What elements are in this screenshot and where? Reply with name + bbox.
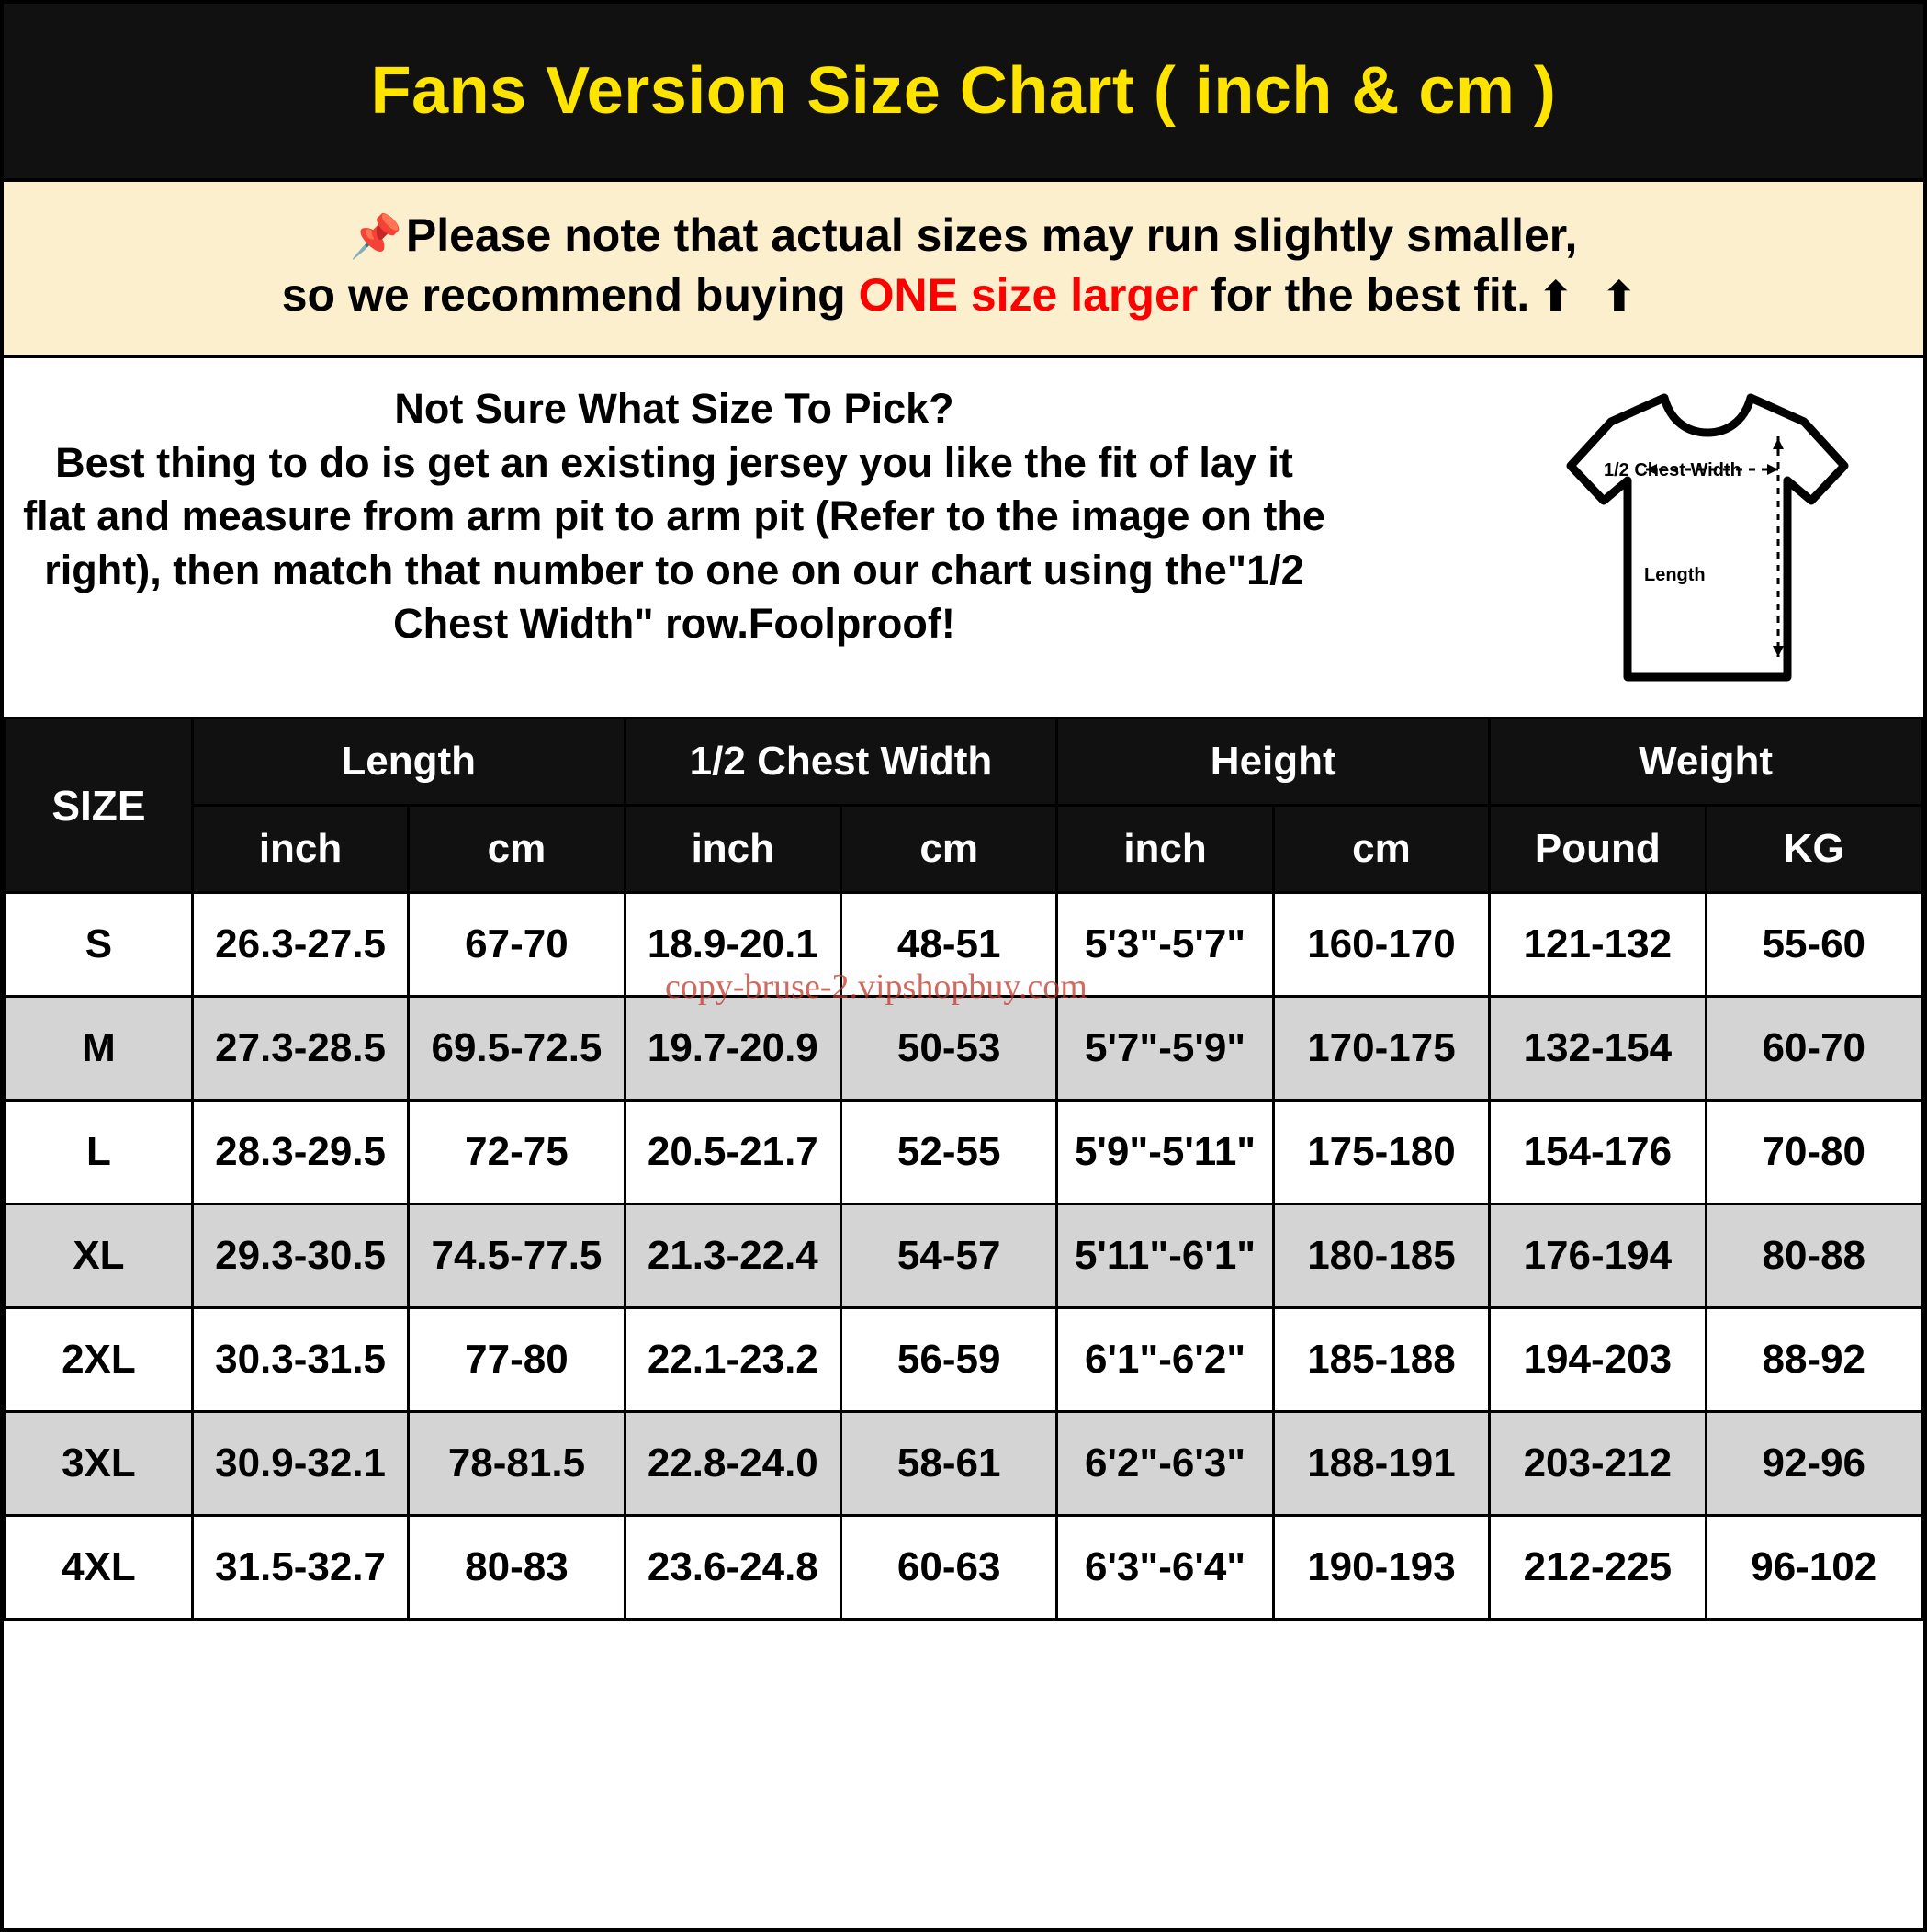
header-unit-weight-kg: KG bbox=[1706, 806, 1922, 893]
header-unit-chest-inch: inch bbox=[625, 806, 840, 893]
pushpin-icon: 📌 bbox=[349, 212, 402, 260]
cell-length-inch: 26.3-27.5 bbox=[192, 893, 408, 997]
table-head bbox=[6, 718, 1922, 893]
size-table bbox=[4, 717, 1923, 1621]
cell-height-inch: 6'2"-6'3" bbox=[1057, 1412, 1273, 1516]
cell-length-inch: 30.3-31.5 bbox=[192, 1308, 408, 1412]
cell-length-inch: 30.9-32.1 bbox=[192, 1412, 408, 1516]
table-row bbox=[6, 1308, 1922, 1412]
header-bar bbox=[4, 4, 1923, 178]
cell-weight-pound: 121-132 bbox=[1490, 893, 1706, 997]
cell-height-cm: 175-180 bbox=[1273, 1101, 1489, 1204]
cell-height-cm: 190-193 bbox=[1273, 1516, 1489, 1620]
chest-width-label: 1/2 Chest Width bbox=[1604, 460, 1741, 480]
note-line-1 bbox=[31, 206, 1896, 266]
cell-weight-kg: 88-92 bbox=[1706, 1308, 1922, 1412]
table-unit-header-row bbox=[6, 806, 1922, 893]
cell-height-cm: 160-170 bbox=[1273, 893, 1489, 997]
advice-heading: Not Sure What Size To Pick? bbox=[394, 385, 954, 432]
cell-length-cm: 72-75 bbox=[409, 1101, 625, 1204]
cell-chest-inch: 18.9-20.1 bbox=[625, 893, 840, 997]
note-band bbox=[4, 178, 1923, 358]
cell-length-inch: 27.3-28.5 bbox=[192, 997, 408, 1101]
cell-size: L bbox=[6, 1101, 193, 1204]
cell-length-cm: 77-80 bbox=[409, 1308, 625, 1412]
cell-chest-inch: 20.5-21.7 bbox=[625, 1101, 840, 1204]
table-row bbox=[6, 1516, 1922, 1620]
cell-chest-cm: 50-53 bbox=[841, 997, 1057, 1101]
cell-weight-kg: 80-88 bbox=[1706, 1204, 1922, 1308]
cell-weight-kg: 92-96 bbox=[1706, 1412, 1922, 1516]
cell-weight-kg: 60-70 bbox=[1706, 997, 1922, 1101]
cell-size: 4XL bbox=[6, 1516, 193, 1620]
cell-chest-cm: 60-63 bbox=[841, 1516, 1057, 1620]
table-row bbox=[6, 1101, 1922, 1204]
cell-size: S bbox=[6, 893, 193, 997]
header-unit-height-inch: inch bbox=[1057, 806, 1273, 893]
cell-height-inch: 5'7"-5'9" bbox=[1057, 997, 1273, 1101]
cell-weight-pound: 212-225 bbox=[1490, 1516, 1706, 1620]
cell-chest-inch: 22.8-24.0 bbox=[625, 1412, 840, 1516]
cell-height-inch: 5'9"-5'11" bbox=[1057, 1101, 1273, 1204]
cell-weight-kg: 55-60 bbox=[1706, 893, 1922, 997]
advice-body: Best thing to do is get an existing jersey you like the fit of lay it flat and measure from arm pit to arm pit (Refer to the image on the right), then match that number to one on our chart using the"1/2 Chest Width" row.Foolproof! bbox=[23, 438, 1325, 647]
length-label: Length bbox=[1644, 565, 1706, 585]
cell-size: 3XL bbox=[6, 1412, 193, 1516]
header-unit-height-cm: cm bbox=[1273, 806, 1489, 893]
advice-section bbox=[4, 358, 1923, 717]
table-row bbox=[6, 997, 1922, 1101]
note-highlight: ONE size larger bbox=[858, 269, 1199, 321]
cell-length-inch: 29.3-30.5 bbox=[192, 1204, 408, 1308]
cell-weight-kg: 96-102 bbox=[1706, 1516, 1922, 1620]
up-arrows-icon: ⬆ ⬆ bbox=[1538, 275, 1646, 320]
cell-height-inch: 6'3"-6'4" bbox=[1057, 1516, 1273, 1620]
cell-height-cm: 180-185 bbox=[1273, 1204, 1489, 1308]
cell-size: M bbox=[6, 997, 193, 1101]
page-title: Fans Version Size Chart ( inch & cm ) bbox=[370, 54, 1557, 128]
note-text-2a: so we recommend buying bbox=[281, 269, 859, 321]
table-body bbox=[6, 893, 1922, 1620]
cell-chest-cm: 58-61 bbox=[841, 1412, 1057, 1516]
cell-weight-pound: 194-203 bbox=[1490, 1308, 1706, 1412]
cell-chest-cm: 52-55 bbox=[841, 1101, 1057, 1204]
tshirt-icon bbox=[1556, 381, 1859, 694]
cell-weight-pound: 203-212 bbox=[1490, 1412, 1706, 1516]
table-group-header-row bbox=[6, 718, 1922, 806]
header-unit-length-inch: inch bbox=[192, 806, 408, 893]
advice-text bbox=[22, 382, 1326, 651]
cell-weight-pound: 132-154 bbox=[1490, 997, 1706, 1101]
header-size: SIZE bbox=[6, 718, 193, 893]
cell-weight-pound: 154-176 bbox=[1490, 1101, 1706, 1204]
cell-chest-cm: 48-51 bbox=[841, 893, 1057, 997]
cell-length-cm: 78-81.5 bbox=[409, 1412, 625, 1516]
header-group-weight: Weight bbox=[1490, 718, 1922, 806]
cell-length-inch: 31.5-32.7 bbox=[192, 1516, 408, 1620]
cell-length-cm: 67-70 bbox=[409, 893, 625, 997]
watermark: copy-bruse-2.vipshopbuy.com bbox=[665, 967, 1087, 1006]
note-line-2 bbox=[31, 266, 1896, 325]
cell-chest-inch: 19.7-20.9 bbox=[625, 997, 840, 1101]
cell-size: XL bbox=[6, 1204, 193, 1308]
header-unit-chest-cm: cm bbox=[841, 806, 1057, 893]
cell-height-inch: 5'11"-6'1" bbox=[1057, 1204, 1273, 1308]
cell-height-cm: 185-188 bbox=[1273, 1308, 1489, 1412]
cell-chest-inch: 23.6-24.8 bbox=[625, 1516, 840, 1620]
header-group-length: Length bbox=[192, 718, 625, 806]
cell-weight-pound: 176-194 bbox=[1490, 1204, 1706, 1308]
cell-height-cm: 188-191 bbox=[1273, 1412, 1489, 1516]
cell-length-cm: 74.5-77.5 bbox=[409, 1204, 625, 1308]
header-unit-length-cm: cm bbox=[409, 806, 625, 893]
cell-height-inch: 5'3"-5'7" bbox=[1057, 893, 1273, 997]
header-unit-weight-pound: Pound bbox=[1490, 806, 1706, 893]
table-row bbox=[6, 893, 1922, 997]
cell-chest-cm: 56-59 bbox=[841, 1308, 1057, 1412]
table-row bbox=[6, 1412, 1922, 1516]
header-group-height: Height bbox=[1057, 718, 1490, 806]
cell-length-cm: 69.5-72.5 bbox=[409, 997, 625, 1101]
cell-height-cm: 170-175 bbox=[1273, 997, 1489, 1101]
tshirt-diagram bbox=[1556, 381, 1859, 694]
cell-weight-kg: 70-80 bbox=[1706, 1101, 1922, 1204]
cell-length-inch: 28.3-29.5 bbox=[192, 1101, 408, 1204]
cell-height-inch: 6'1"-6'2" bbox=[1057, 1308, 1273, 1412]
table-row bbox=[6, 1204, 1922, 1308]
cell-size: 2XL bbox=[6, 1308, 193, 1412]
note-text-2b: for the best fit. bbox=[1198, 269, 1530, 321]
cell-chest-cm: 54-57 bbox=[841, 1204, 1057, 1308]
header-group-chest: 1/2 Chest Width bbox=[625, 718, 1057, 806]
cell-chest-inch: 21.3-22.4 bbox=[625, 1204, 840, 1308]
cell-length-cm: 80-83 bbox=[409, 1516, 625, 1620]
note-text-1: Please note that actual sizes may run slightly smaller, bbox=[405, 209, 1578, 261]
cell-chest-inch: 22.1-23.2 bbox=[625, 1308, 840, 1412]
